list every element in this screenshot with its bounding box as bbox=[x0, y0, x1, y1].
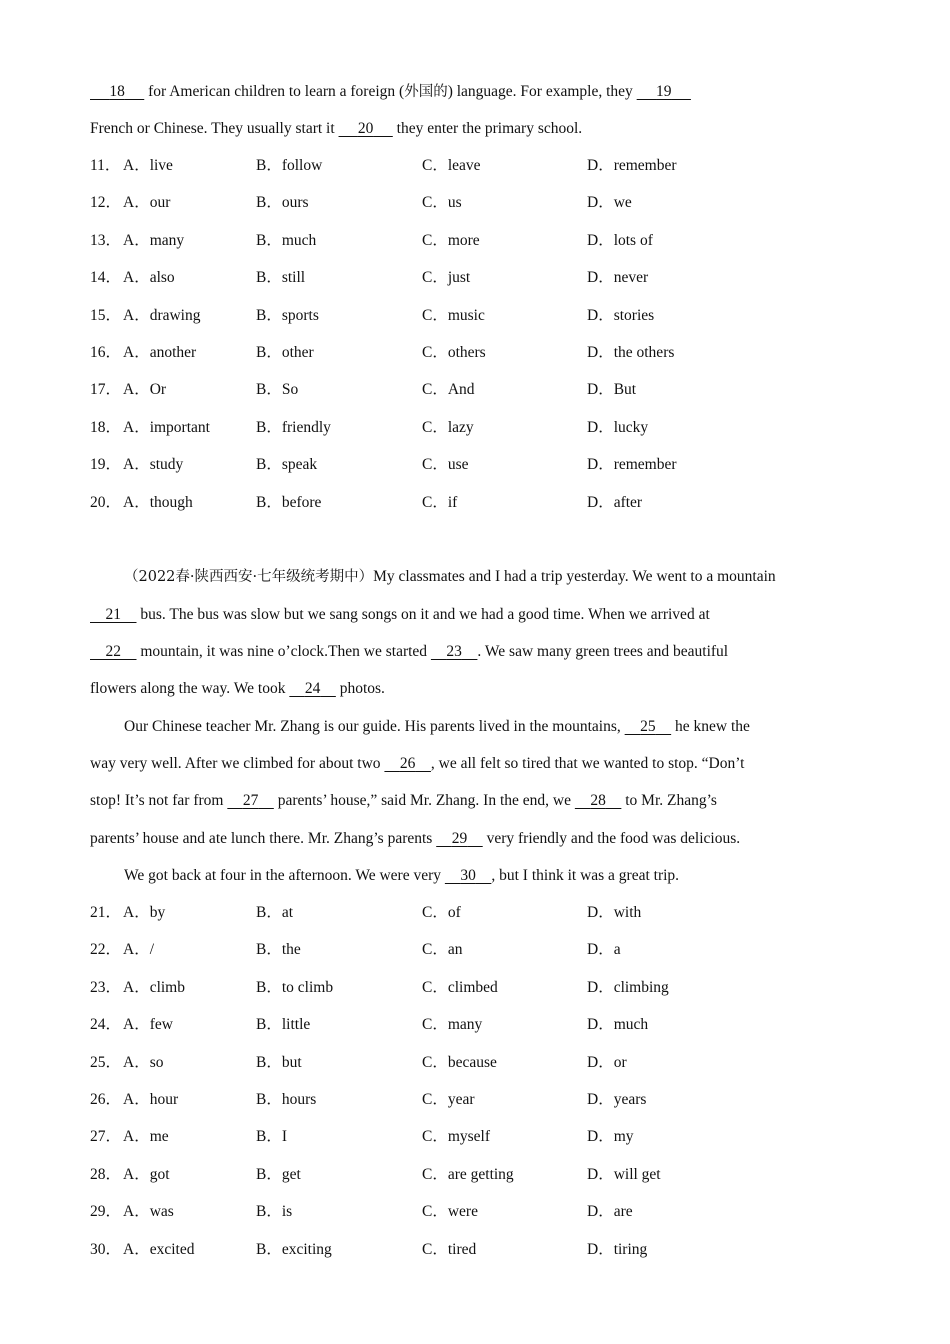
option-b: B．at bbox=[256, 904, 294, 921]
option-b: B．So bbox=[256, 381, 299, 399]
question-number: 11． bbox=[90, 157, 121, 174]
option-c: C．were bbox=[422, 1203, 478, 1221]
option-c: C．just bbox=[422, 269, 471, 287]
passage1-line2: French or Chinese. They usually start it 20 they enter the primary school. bbox=[90, 120, 583, 137]
option-c: C．us bbox=[422, 194, 462, 212]
option-c: C．use bbox=[422, 456, 469, 474]
question-row bbox=[90, 380, 870, 400]
blank-24: 24 bbox=[304, 680, 321, 697]
option-c: C．And bbox=[422, 381, 475, 399]
blank-25: 25 bbox=[640, 718, 656, 735]
question-number: 15． bbox=[90, 306, 122, 324]
question-row bbox=[90, 1090, 870, 1110]
passage2-line9: We got back at four in the afternoon. We were very 30 , but I think it was a great trip. bbox=[124, 867, 680, 884]
option-a: A．Or bbox=[123, 381, 167, 399]
option-c: C．leave bbox=[422, 157, 481, 174]
option-a: A．many bbox=[123, 231, 185, 249]
option-b: B．follow bbox=[256, 157, 323, 174]
blank-21: 21 bbox=[105, 606, 121, 623]
question-number: 29． bbox=[90, 1203, 122, 1221]
passage2-line5: Our Chinese teacher Mr. Zhang is our guide. His parents lived in the mountains, 25 he knew the bbox=[124, 718, 750, 735]
blank-30: 30 bbox=[460, 867, 476, 884]
option-d: D．years bbox=[587, 1091, 647, 1108]
passage2-line8: parents’ house and ate lunch there. Mr. Zhang’s parents 29 very friendly and the food was delicious. bbox=[90, 830, 741, 847]
question-row bbox=[90, 1240, 870, 1260]
option-d: D．But bbox=[587, 381, 637, 399]
question-row bbox=[90, 1053, 870, 1073]
option-d: D．with bbox=[587, 904, 642, 921]
blank-20: 20 bbox=[357, 120, 374, 137]
option-d: D．we bbox=[587, 194, 632, 212]
option-a: A．our bbox=[123, 194, 171, 212]
option-a: A．important bbox=[123, 418, 210, 436]
option-d: D．much bbox=[587, 1016, 649, 1034]
question-row bbox=[90, 1165, 870, 1185]
option-a: A．drawing bbox=[123, 306, 201, 324]
option-b: B．exciting bbox=[256, 1240, 332, 1258]
question-row bbox=[90, 903, 870, 923]
question-number: 28． bbox=[90, 1165, 122, 1183]
option-a: A．was bbox=[123, 1203, 174, 1221]
option-a: A．me bbox=[123, 1128, 169, 1146]
option-c: C．because bbox=[422, 1053, 497, 1071]
option-d: D．stories bbox=[587, 306, 655, 324]
option-d: D．my bbox=[587, 1128, 634, 1146]
question-row bbox=[90, 1015, 870, 1035]
blank-29: 29 bbox=[451, 830, 468, 847]
question-number: 21． bbox=[90, 904, 122, 921]
option-a: A．excited bbox=[123, 1240, 195, 1258]
question-row bbox=[90, 231, 870, 251]
question-row bbox=[90, 343, 870, 363]
option-d: D．remember bbox=[587, 157, 677, 174]
question-row bbox=[90, 1202, 870, 1222]
option-d: D．never bbox=[587, 269, 649, 287]
option-a: A．few bbox=[123, 1016, 173, 1034]
option-b: B．sports bbox=[256, 306, 319, 324]
question-number: 24． bbox=[90, 1016, 122, 1034]
option-c: C．myself bbox=[422, 1128, 491, 1146]
option-b: B．other bbox=[256, 344, 314, 361]
question-number: 23． bbox=[90, 978, 122, 996]
option-b: B．much bbox=[256, 231, 317, 249]
option-c: C．climbed bbox=[422, 978, 498, 996]
option-c: C．music bbox=[422, 306, 485, 324]
blank-23: 23 bbox=[446, 643, 462, 660]
option-b: B．get bbox=[256, 1165, 301, 1183]
option-c: C．others bbox=[422, 344, 486, 361]
question-number: 16． bbox=[90, 344, 122, 361]
option-b: B．is bbox=[256, 1203, 293, 1221]
passage2-line2: 21 bus. The bus was slow but we sang songs on it and we had a good time. When we arrived at bbox=[90, 605, 710, 625]
option-d: D．are bbox=[587, 1203, 633, 1221]
passage2-line6: way very well. After we climbed for about two 26 , we all felt so tired that we wanted to stop. “Don’t bbox=[90, 755, 745, 772]
option-b: B．I bbox=[256, 1128, 288, 1146]
question-number: 19． bbox=[90, 456, 122, 474]
option-d: D．will get bbox=[587, 1165, 661, 1183]
option-c: C．tired bbox=[422, 1240, 477, 1258]
option-d: D．tiring bbox=[587, 1240, 648, 1258]
option-d: D．a bbox=[587, 941, 621, 959]
option-a: A．though bbox=[123, 493, 193, 511]
option-d: D．lucky bbox=[587, 418, 649, 436]
passage2-line4: flowers along the way. We took 24 photos. bbox=[90, 680, 385, 697]
question-row bbox=[90, 156, 870, 176]
option-b: B．little bbox=[256, 1016, 311, 1034]
blank-28: 28 bbox=[590, 792, 606, 809]
source-tag: （2022春·陕西西安·七年级统考期中） bbox=[124, 569, 374, 585]
question-row bbox=[90, 306, 870, 326]
option-b: B．before bbox=[256, 493, 322, 511]
question-number: 26． bbox=[90, 1091, 122, 1108]
question-number: 30． bbox=[90, 1240, 122, 1258]
blank-19: 19 bbox=[656, 83, 672, 100]
option-b: B．friendly bbox=[256, 418, 331, 436]
option-b: B．still bbox=[256, 269, 306, 287]
option-c: C．lazy bbox=[422, 418, 474, 436]
option-a: A．another bbox=[123, 344, 197, 361]
question-number: 17． bbox=[90, 381, 122, 399]
question-number: 27． bbox=[90, 1128, 122, 1146]
question-number: 25． bbox=[90, 1053, 122, 1071]
option-b: B．speak bbox=[256, 456, 318, 474]
question-number: 22． bbox=[90, 941, 122, 959]
option-a: A．climb bbox=[123, 978, 185, 996]
passage2-line3: 22 mountain, it was nine o’clock.Then we started 23 . We saw many green trees and beautiful bbox=[90, 642, 728, 662]
question-row bbox=[90, 268, 870, 288]
question-row bbox=[90, 1127, 870, 1147]
option-d: D．after bbox=[587, 493, 643, 511]
option-d: D．or bbox=[587, 1053, 627, 1071]
question-number: 20． bbox=[90, 493, 122, 511]
option-c: C．if bbox=[422, 493, 458, 511]
option-a: A．by bbox=[123, 904, 166, 921]
question-row bbox=[90, 193, 870, 213]
option-a: A．also bbox=[123, 269, 175, 287]
option-b: B．the bbox=[256, 941, 301, 959]
option-c: C．many bbox=[422, 1016, 483, 1034]
option-d: D．climbing bbox=[587, 978, 669, 996]
blank-26: 26 bbox=[399, 755, 416, 772]
option-a: A．so bbox=[123, 1053, 164, 1071]
question-row bbox=[90, 940, 870, 960]
question-number: 12． bbox=[90, 194, 122, 212]
blank-18: 18 bbox=[109, 83, 125, 100]
question-row bbox=[90, 455, 870, 475]
option-c: C．year bbox=[422, 1091, 475, 1108]
question-row bbox=[90, 493, 870, 513]
question-row bbox=[90, 978, 870, 998]
passage2-line7: stop! It’s not far from 27 parents’ house,” said Mr. Zhang. In the end, we 28 to Mr. Zhang’s bbox=[90, 792, 717, 809]
question-number: 13． bbox=[90, 231, 122, 249]
blank-22: 22 bbox=[105, 643, 121, 660]
passage2-line1: （2022春·陕西西安·七年级统考期中）My classmates and I had a trip yesterday. We went to a mountain bbox=[124, 568, 776, 585]
passage1-line1: 18 for American children to learn a foreign (外国的) language. For example, they 19 bbox=[90, 82, 691, 102]
option-a: A．got bbox=[123, 1165, 170, 1183]
question-row bbox=[90, 418, 870, 438]
option-c: C．an bbox=[422, 941, 463, 959]
question-number: 14． bbox=[90, 269, 122, 287]
option-a: A．study bbox=[123, 456, 184, 474]
option-a: A．hour bbox=[123, 1091, 179, 1108]
option-b: B．but bbox=[256, 1053, 302, 1071]
option-c: C．more bbox=[422, 231, 480, 249]
option-d: D．the others bbox=[587, 344, 675, 361]
option-c: C．are getting bbox=[422, 1165, 514, 1183]
option-c: C．of bbox=[422, 904, 461, 921]
option-b: B．ours bbox=[256, 194, 309, 212]
option-b: B．to climb bbox=[256, 978, 334, 996]
option-d: D．remember bbox=[587, 456, 677, 474]
question-number: 18． bbox=[90, 418, 122, 436]
option-d: D．lots of bbox=[587, 231, 653, 249]
option-b: B．hours bbox=[256, 1091, 317, 1108]
option-a: A．live bbox=[123, 157, 173, 174]
blank-27: 27 bbox=[242, 792, 259, 809]
option-a: A．/ bbox=[123, 941, 155, 959]
